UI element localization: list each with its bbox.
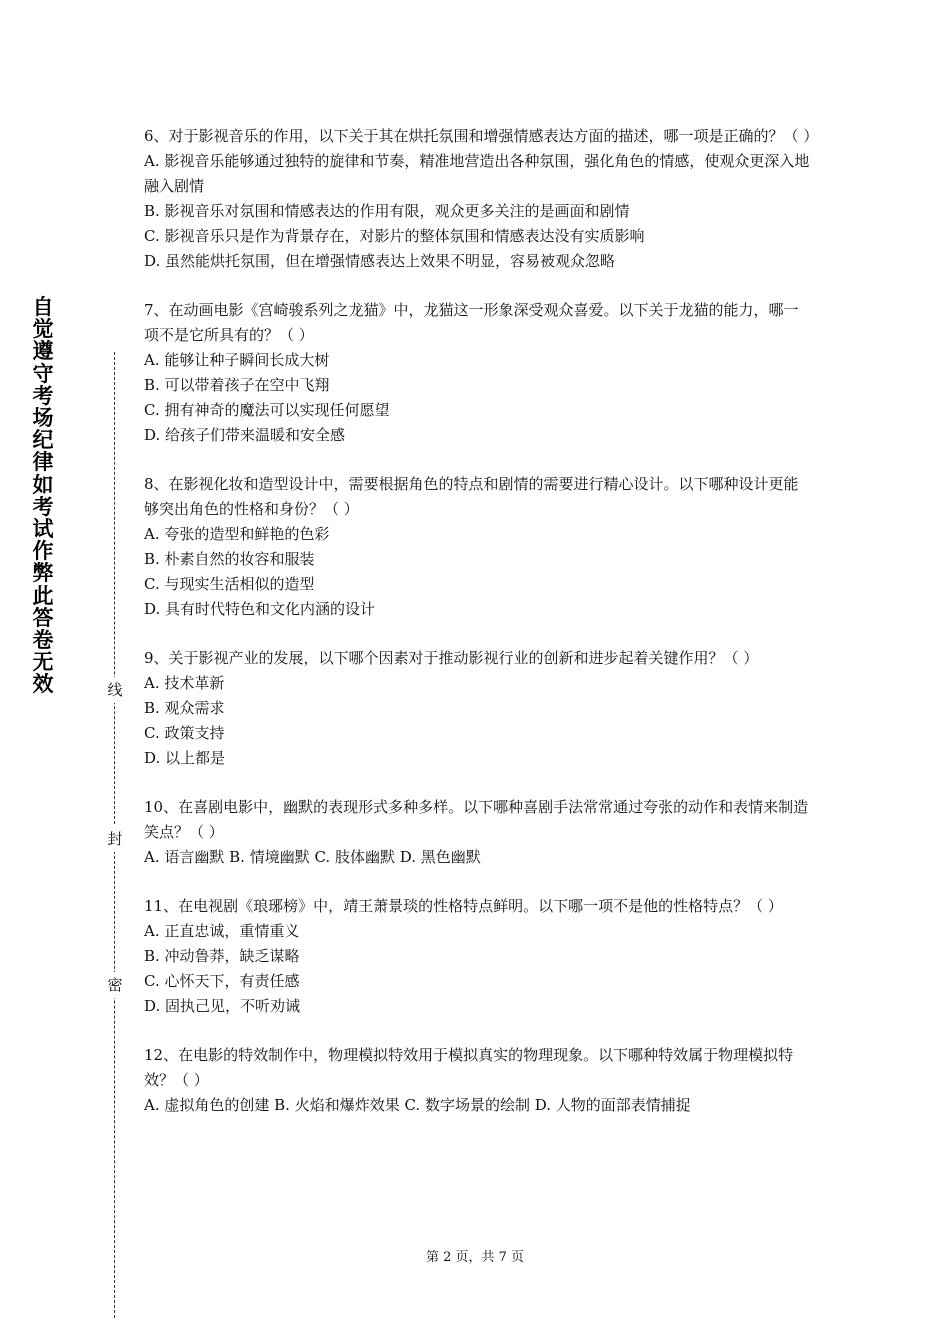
binding-mark-xian: 线 xyxy=(104,677,126,703)
question-7 xyxy=(144,298,812,448)
option-d: D. 给孩子们带来温暖和安全感 xyxy=(144,426,346,444)
exam-discipline-notice: 自觉遵守考场纪律如考试作弊此答卷无效 xyxy=(32,295,54,697)
inline-options: A. 虚拟角色的创建 B. 火焰和爆炸效果 C. 数字场景的绘制 D. 人物的面部表情捕捉 xyxy=(144,1096,691,1114)
question-8 xyxy=(144,472,812,622)
option-b: B. 冲动鲁莽，缺乏谋略 xyxy=(144,947,300,965)
option-c: C. 政策支持 xyxy=(144,724,225,742)
option-a: A. 影视音乐能够通过独特的旋律和节奏，精准地营造出各种氛围，强化角色的情感，使观众更深入地融入剧情 xyxy=(144,152,810,195)
inline-options: A. 语言幽默 B. 情境幽默 C. 肢体幽默 D. 黑色幽默 xyxy=(144,848,481,866)
question-stem: 6、对于影视音乐的作用，以下关于其在烘托氛围和增强情感表达方面的描述，哪一项是正确的？（ ） xyxy=(144,127,819,145)
option-c: C. 与现实生活相似的造型 xyxy=(144,575,315,593)
question-stem: 9、关于影视产业的发展，以下哪个因素对于推动影视行业的创新和进步起着关键作用？（ ） xyxy=(144,649,759,667)
question-10 xyxy=(144,795,812,870)
page-number: 第 2 页，共 7 页 xyxy=(425,1250,525,1265)
option-c: C. 心怀天下，有责任感 xyxy=(144,972,300,990)
option-d: D. 固执己见，不听劝诫 xyxy=(144,997,301,1015)
question-12 xyxy=(144,1043,812,1118)
option-a: A. 技术革新 xyxy=(144,674,225,692)
option-a: A. 正直忠诚，重情重义 xyxy=(144,922,300,940)
question-6 xyxy=(144,124,819,274)
question-9 xyxy=(144,646,812,771)
question-11 xyxy=(144,894,812,1019)
option-b: B. 可以带着孩子在空中飞翔 xyxy=(144,376,330,394)
option-b: B. 朴素自然的妆容和服装 xyxy=(144,550,315,568)
binding-mark-feng: 封 xyxy=(104,826,126,852)
question-stem: 10、在喜剧电影中，幽默的表现形式多种多样。以下哪种喜剧手法常常通过夸张的动作和表情来制造笑点？（ ） xyxy=(144,798,809,841)
option-a: A. 能够让种子瞬间长成大树 xyxy=(144,351,330,369)
option-d: D. 以上都是 xyxy=(144,749,226,767)
binding-mark-mi: 密 xyxy=(104,972,126,998)
option-d: D. 具有时代特色和文化内涵的设计 xyxy=(144,600,376,618)
question-stem: 8、在影视化妆和造型设计中，需要根据角色的特点和剧情的需要进行精心设计。以下哪种设计更能够突出角色的性格和身份？（ ） xyxy=(144,475,799,518)
option-c: C. 拥有神奇的魔法可以实现任何愿望 xyxy=(144,401,390,419)
question-list xyxy=(144,124,819,1142)
option-b: B. 影视音乐对氛围和情感表达的作用有限，观众更多关注的是画面和剧情 xyxy=(144,202,630,220)
option-c: C. 影视音乐只是作为背景存在，对影片的整体氛围和情感表达没有实质影响 xyxy=(144,227,645,245)
option-a: A. 夸张的造型和鲜艳的色彩 xyxy=(144,525,330,543)
option-d: D. 虽然能烘托氛围，但在增强情感表达上效果不明显，容易被观众忽略 xyxy=(144,252,616,270)
question-stem: 7、在动画电影《宫崎骏系列之龙猫》中，龙猫这一形象深受观众喜爱。以下关于龙猫的能力，哪一项不是它所具有的？（ ） xyxy=(144,301,799,344)
option-b: B. 观众需求 xyxy=(144,699,225,717)
question-stem: 12、在电影的特效制作中，物理模拟特效用于模拟真实的物理现象。以下哪种特效属于物理模拟特效？（ ） xyxy=(144,1046,794,1089)
question-stem: 11、在电视剧《琅琊榜》中，靖王萧景琰的性格特点鲜明。以下哪一项不是他的性格特点？（ ） xyxy=(144,897,783,915)
